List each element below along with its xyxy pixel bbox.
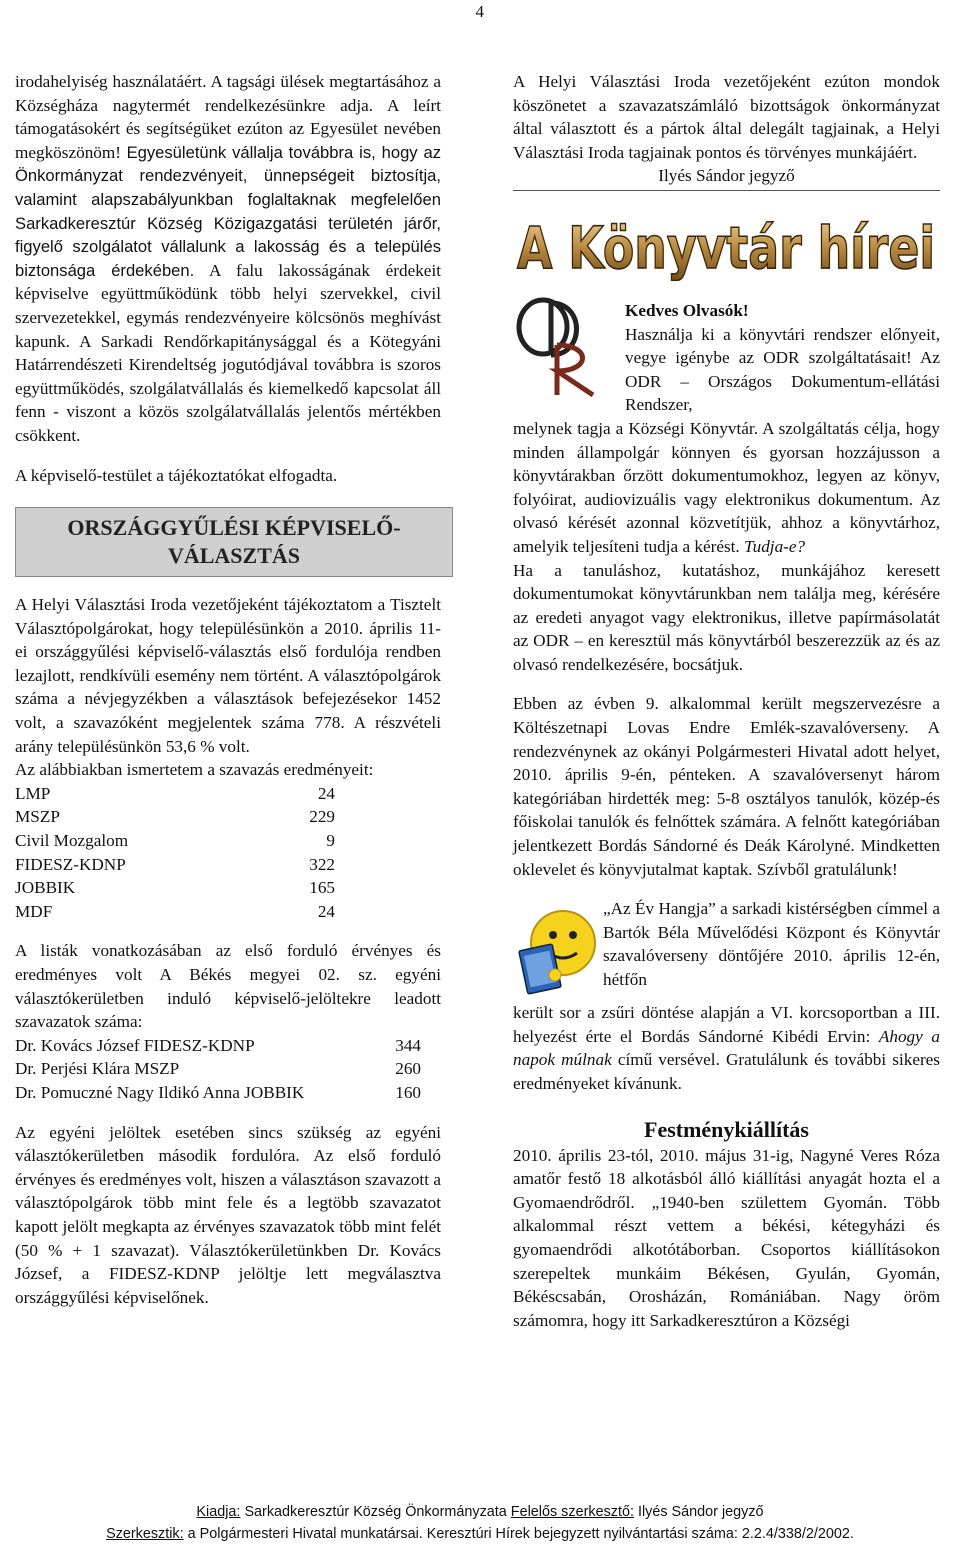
signature: Ilyés Sándor jegyző: [513, 164, 940, 191]
paragraph: Használja ki a könyvtári rendszer előnyeit, vegye igénybe az ODR szolgáltatásait! Az ODR – Országos Dokumentum-ellátási Rendszer,: [625, 324, 940, 415]
paragraph: került sor a zsűri döntése alapján a VI. korcsoportban a III. helyezést érte el Bordás Sándorné Kibédi Ervin: Ahogy a napok múlnak című versével. Gratulálunk és további sikeres eredményeket kívánunk.: [513, 1003, 941, 1093]
odr-section: [513, 299, 940, 417]
table-row: JOBBIK 165: [15, 878, 335, 898]
paragraph: „Az Év Hangja” a sarkadi kistérségben címmel a Bartók Béla Művelődési Központ és Könyvtár szavalóverseny döntőjére 2010. április 12-én, hétfőn: [603, 899, 940, 989]
odr-logo: [513, 295, 611, 399]
table-row: LMP 24: [15, 783, 335, 803]
table-row: Dr. Kovács József FIDESZ-KDNP 344: [15, 1035, 421, 1055]
paragraph: Az alábbiakban ismertetem a szavazás eredményeit:: [15, 760, 374, 780]
footer-line-1: Kiadja: Sarkadkeresztúr Község Önkormányzata Felelős szerkesztő: Ilyés Sándor jegyző: [196, 1504, 764, 1520]
results-table: [15, 782, 335, 924]
table-row: MDF 24: [15, 901, 335, 921]
table-row: MSZP 229: [15, 807, 335, 827]
paragraph: melynek tagja a Községi Könyvtár. A szolgáltatás célja, hogy minden állampolgár könnyen és gyorsan hozzájusson a könyvtárakban őrzött dokumentumokhoz, legyen az könyv, folyóirat, audiovizuális vagy elektronikus dokumentum. Az olvasó kérését azonnal közvetítjük, ahhoz a könyvtárhoz, amelyik teljesíteni tudja a kérést. Tudja-e?: [513, 418, 940, 556]
table-row: Dr. Perjési Klára MSZP 260: [15, 1059, 421, 1079]
candidates-table: [15, 1034, 421, 1105]
paragraph: A képviselő-testület a tájékoztatókat elfogadta.: [15, 465, 338, 485]
paragraph: A Helyi Választási Iroda vezetőjeként tájékoztatom a Tisztelt Választópolgárokat, hogy településünkön a 2010. április 11-ei országgyűlési képviselő-választás első fordulója rendben lezajlott, rendkívüli esemény nem történt. A választópolgárok száma a névjegyzékben a választások befejezésekor 1452 volt, a szavazóként megjelentek száma 778. A részvételi arány településünkön 53,6 % volt.: [15, 595, 441, 756]
page-number: 4: [475, 2, 484, 21]
left-column: [15, 70, 441, 1309]
paragraph: A listák vonatkozásában az első forduló érvényes és eredményes volt A Békés megyei 02. sz. egyéni választókerületben induló képviselő-jelöltekre leadott szavazatok száma:: [15, 941, 441, 1032]
paragraph: Ha a tanuláshoz, kutatáshoz, munkájához keresett dokumentumokat könyvtárunkban nem találja meg, kérésére az eredeti anyagot vagy elektronikus, illetve papírmásolatát az ODR – en keresztül más könyvtárból beszerezzük az és az olvasó rendelkezésére, bocsátjuk.: [513, 560, 940, 674]
section-heading: ORSZÁGGYŰLÉSI KÉPVISELŐ-VÁLASZTÁS: [15, 507, 453, 577]
banner-title: A Könyvtár hírei: [517, 213, 935, 281]
paragraph: A Helyi Választási Iroda vezetőjeként ezúton mondok köszönetet a szavazatszámláló bizottságok önkormányzat által választott és a pártok által delegált tagjainak, a Helyi Választási Iroda tagjainak pontos és törvényes munkájáért.: [513, 72, 940, 162]
footer-line-2: Szerkesztik: a Polgármesteri Hivatal munkatársai. Keresztúri Hírek bejegyzett nyilvántartási száma: 2.2.4/338/2/2002.: [106, 1526, 854, 1542]
reading-smiley-icon: [513, 897, 599, 1001]
table-row: Dr. Pomuczné Nagy Ildikó Anna JOBBIK 160: [15, 1082, 421, 1102]
paragraph: irodahelyiség használatáért. A tagsági ülések megtartásához a Községháza nagytermét rendelkezésünkre adja. A leírt támogatásokért és segítségüket ezúton az Egyesület nevében megköszönöm! Egyesületünk vállalja továbbra is, hogy az Önkormányzat rendezvényeit, ünnepségeit biztosítja, valamint alapszabályunkban foglaltaknak megfelelően Sarkadkeresztúr Község Közigazgatási területén járőr, figyelő szolgálatot vállalunk a lakosság és a település biztonsága érdekében. A falu lakosságának érdekeit képviselve együttműködünk több helyi szervekkel, civil szervezetekkel, egymás rendezvényeire kölcsönös meghívást kapunk. A Sarkadi Rendőrkapitánysággal és a Kötegyáni Határrendészeti Kirendeltség jogutódjával továbbra is szoros együttműködés, szolgálatvállalás és kiemelkedő kapcsolat áll fenn - viszont a közös szolgálatvállalás jelentős mértékben csökkent.: [15, 72, 442, 445]
odr-logo-text: ODR: [521, 396, 524, 398]
library-news-banner: [513, 213, 940, 281]
right-column: [513, 70, 940, 1332]
exhibition-heading: Festménykiállítás: [644, 1116, 809, 1142]
paragraph: Az egyéni jelöltek esetében sincs szükség az egyéni választókerületben második fordulóra. Az első forduló érvényes és eredményes volt, hiszen a választáson szavazott a választópolgárok több mint fele és a legtöbb szavazatot kapott jelölt megkapta az érvényes szavazatok több mint felét (50 % + 1 szavazat). Választókerületünkben Dr. Kovács József, a FIDESZ-KDNP jelöltje lett megválasztva országgyűlési képviselőnek.: [15, 1122, 441, 1307]
paragraph: Ebben az évben 9. alkalommal került megszervezésre a Költészetnapi Lovas Endre Emlék-szavalóverseny. A rendezvénynek az okányi Polgármesteri Hivatal adott helyet, 2010. április 9-én, pénteken. A szavalóversenyt három kategóriában hirdették meg: 5-8 osztályos tanulók, közép-és főiskolai tanulók és felnőttek számára. A felnőtt kategóriában jelentkezett Bordás Sándorné és Deák Károlyné. Mindketten oklevelet és könyvjutalmat kaptak. Szívből gratulálunk!: [513, 694, 940, 879]
paragraph: 2010. április 23-tól, 2010. május 31-ig, Nagyné Veres Róza amatőr festő 18 alkotásból álló kiállítási anyagát hozta el a Gyomaendrődről. „1940-ben születtem Gyomán. Több alkalommal részt vettem a békési, kétegyházi és gyomaendrődi alkotótáborban. Csoportos kiállításokon szerepeltek munkáim Békésen, Gyulán, Gyomán, Békéscsabán, Orosházán, Romániában. Nagy öröm számomra, hogy itt Sarkadkeresztúron a Községi: [513, 1145, 940, 1330]
table-row: FIDESZ-KDNP 322: [15, 854, 335, 874]
voice-section: [513, 897, 940, 1001]
table-row: Civil Mozgalom 9: [15, 831, 335, 851]
greeting: Kedves Olvasók!: [625, 300, 749, 320]
